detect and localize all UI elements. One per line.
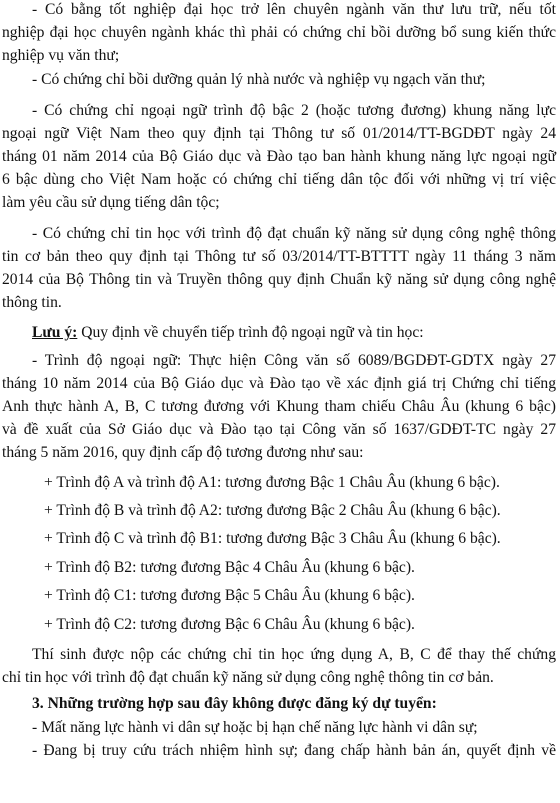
paragraph-line: nghiệp đại học chuyên ngành khác thì phải có chứng chỉ bồi dưỡng bổ sung kiến thức — [2, 24, 556, 41]
paragraph-line: nghiệp vụ văn thư; — [2, 47, 120, 64]
paragraph-line: thông tin. — [2, 294, 62, 311]
paragraph-line: - Có chứng chỉ tin học với trình độ đạt chuẩn kỹ năng sử dụng công nghệ thông — [32, 225, 556, 242]
level-item: + Trình độ A và trình độ A1: tương đương Bậc 1 Châu Âu (khung 6 bậc). — [44, 474, 500, 491]
level-item: + Trình độ C1: tương đương Bậc 5 Châu Âu (khung 6 bậc). — [44, 587, 415, 604]
paragraph-line: làm yêu cầu sử dụng tiếng dân tộc; — [2, 194, 220, 211]
note-label: Lưu ý: — [32, 324, 78, 341]
paragraph-line: và đề xuất của Sở Giáo dục và Đào tạo tại Công văn số 1637/GDĐT-TC ngày 27 — [2, 421, 556, 438]
paragraph-line: - Trình độ ngoại ngữ: Thực hiện Công văn số 6089/BGDĐT-GDTX ngày 27 — [32, 352, 556, 369]
paragraph-line: ngoại ngữ Việt Nam theo quy định tại Thông tư số 01/2014/TT-BGDĐT ngày 24 — [2, 125, 556, 142]
paragraph-line: tháng 10 năm 2014 của Bộ Giáo dục và Đào tạo về xác định giá trị Chứng chỉ tiếng — [2, 375, 556, 392]
paragraph-line: tháng 5 năm 2016, quy định cấp độ tương đương như sau: — [2, 444, 364, 461]
paragraph-line: chỉ tin học với trình độ đạt chuẩn kỹ năng sử dụng công nghệ thông tin cơ bản. — [2, 669, 494, 686]
level-item: + Trình độ C2: tương đương Bậc 6 Châu Âu (khung 6 bậc). — [44, 616, 415, 633]
paragraph-line: 2014 của Bộ Thông tin và Truyền thông quy định Chuẩn kỹ năng sử dụng công nghệ — [2, 271, 556, 288]
paragraph-line: Anh thực hành A, B, C tương đương với Khung tham chiếu Châu Âu (khung 6 bậc) — [2, 398, 556, 415]
paragraph-line: tháng 01 năm 2014 của Bộ Giáo dục và Đào tạo ban hành khung năng lực ngoại ngữ — [2, 148, 556, 165]
section-heading: 3. Những trường hợp sau đây không được đăng ký dự tuyển: — [32, 695, 437, 712]
paragraph-line: - Có bằng tốt nghiệp đại học trở lên chuyên ngành văn thư lưu trữ, nếu tốt — [32, 1, 556, 18]
paragraph-line: - Mất năng lực hành vi dân sự hoặc bị hạn chế năng lực hành vi dân sự; — [32, 719, 478, 736]
paragraph-line: 6 bậc dùng cho Việt Nam hoặc có chứng chỉ tiếng dân tộc đối với những vị trí việc — [2, 171, 556, 188]
level-item: + Trình độ C và trình độ B1: tương đương Bậc 3 Châu Âu (khung 6 bậc). — [44, 530, 501, 547]
paragraph-line: tin cơ bản theo quy định tại Thông tư số 03/2014/TT-BTTTT ngày 11 tháng 3 năm — [2, 248, 556, 265]
paragraph-line: - Có chứng chỉ bồi dưỡng quản lý nhà nước và nghiệp vụ ngạch văn thư; — [32, 71, 486, 88]
note-text: Quy định về chuyển tiếp trình độ ngoại ngữ và tin học: — [77, 324, 424, 341]
paragraph-line: - Có chứng chỉ ngoại ngữ trình độ bậc 2 (hoặc tương đương) khung năng lực — [32, 102, 556, 119]
level-item: + Trình độ B2: tương đương Bậc 4 Châu Âu (khung 6 bậc). — [44, 559, 415, 576]
note-line — [32, 323, 560, 343]
paragraph-line: - Đang bị truy cứu trách nhiệm hình sự; đang chấp hành bản án, quyết định về — [32, 742, 556, 759]
level-item: + Trình độ B và trình độ A2: tương đương Bậc 2 Châu Âu (khung 6 bậc). — [44, 502, 501, 519]
paragraph-line: Thí sinh được nộp các chứng chỉ tin học ứng dụng A, B, C để thay thế chứng — [32, 646, 556, 663]
